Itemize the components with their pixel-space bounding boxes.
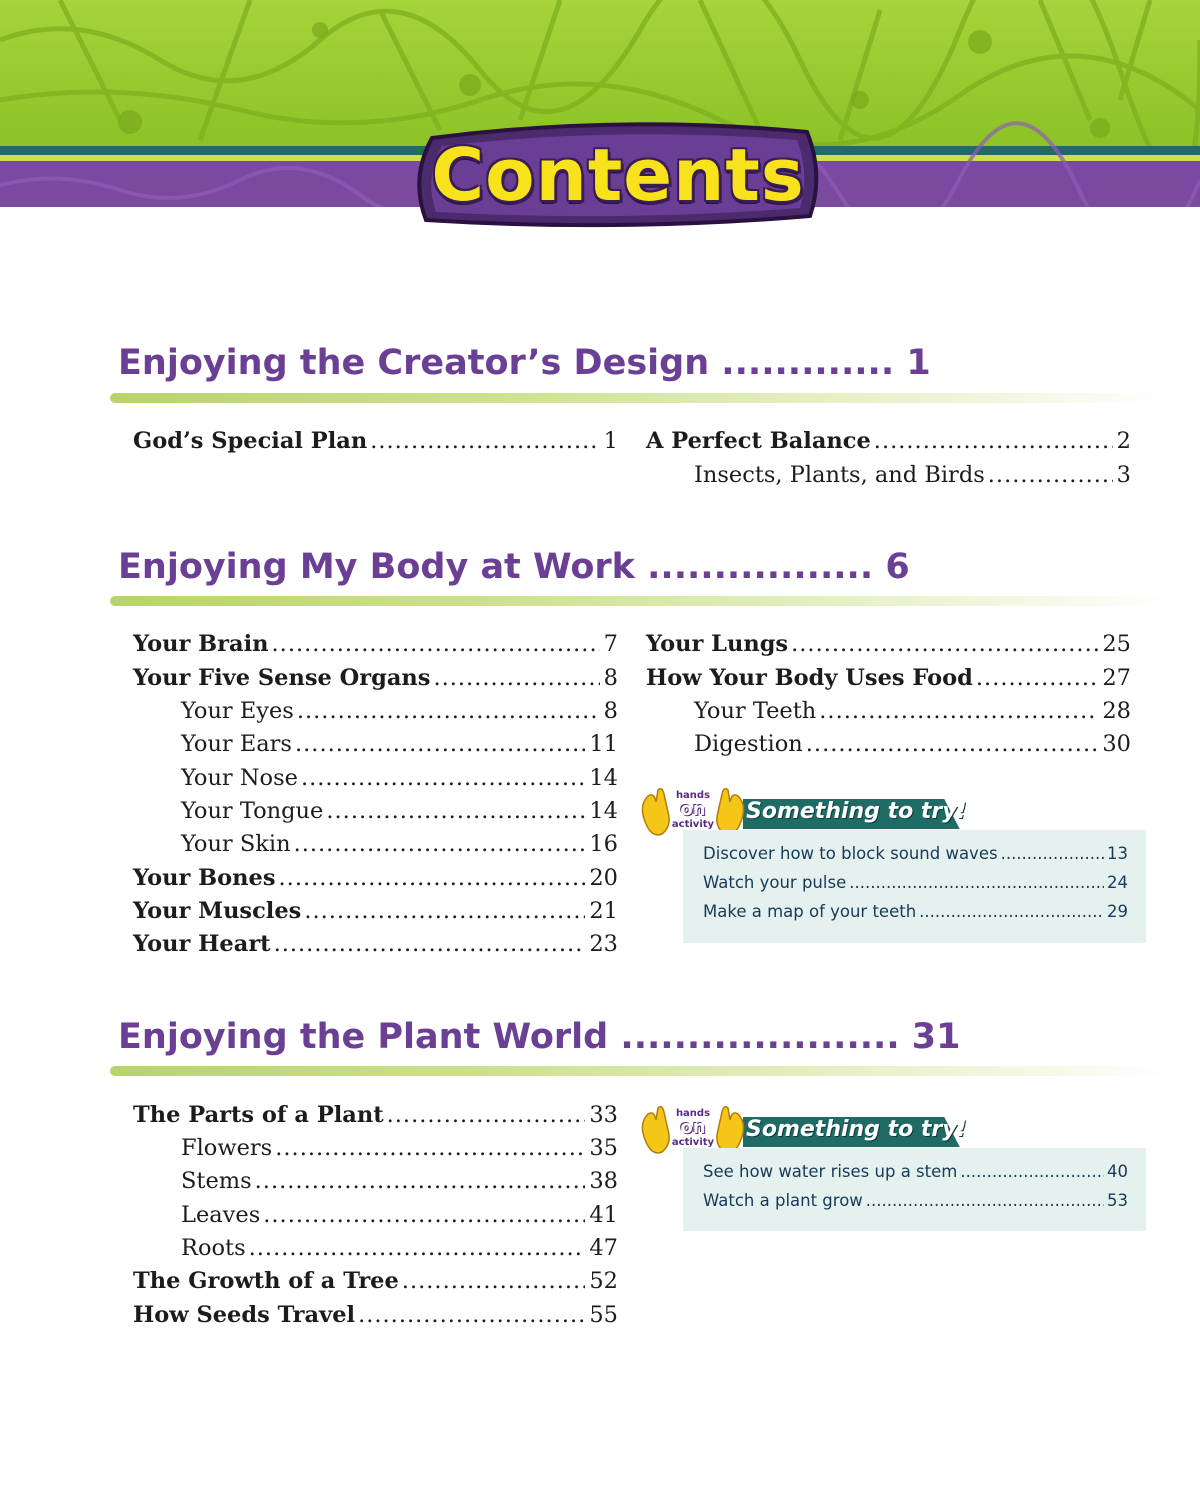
activity-entry[interactable] bbox=[703, 1160, 1128, 1184]
toc-entry[interactable] bbox=[133, 929, 618, 959]
toc-entry[interactable] bbox=[181, 729, 618, 759]
toc-entry-page: 33 bbox=[589, 1102, 618, 1128]
toc-entry-label: Your Muscles bbox=[133, 898, 302, 924]
toc-entry-page: 27 bbox=[1102, 665, 1131, 691]
leader-dots bbox=[1001, 842, 1104, 866]
activity-entry[interactable] bbox=[703, 1189, 1128, 1213]
toc-entry-label: The Growth of a Tree bbox=[133, 1268, 399, 1294]
toc-entry-page: 41 bbox=[589, 1202, 618, 1228]
section-divider bbox=[110, 393, 1170, 403]
toc-entry[interactable] bbox=[181, 829, 618, 859]
leader-dots bbox=[806, 729, 1099, 759]
toc-entry[interactable] bbox=[646, 663, 1131, 693]
section-divider bbox=[110, 596, 1170, 606]
leader-dots bbox=[301, 763, 585, 793]
leader-dots bbox=[263, 1200, 585, 1230]
toc-entry-page: 8 bbox=[603, 665, 618, 691]
title-badge bbox=[412, 120, 824, 230]
toc-entry[interactable] bbox=[646, 629, 1131, 659]
leader-dots bbox=[358, 1300, 585, 1330]
badge-bottom-text: activity bbox=[671, 819, 715, 830]
toc-entry[interactable] bbox=[133, 1266, 618, 1296]
badge-top-text: hands bbox=[675, 790, 711, 801]
toc-entry-label: Your Teeth bbox=[694, 698, 817, 724]
leader-dots bbox=[304, 896, 585, 926]
toc-entry[interactable] bbox=[181, 1233, 618, 1263]
toc-entry-label: Your Nose bbox=[181, 765, 298, 791]
toc-entry-label: Your Heart bbox=[133, 931, 271, 957]
toc-entry-page: 1 bbox=[603, 428, 618, 454]
section-divider bbox=[110, 1066, 1170, 1076]
toc-entry[interactable] bbox=[181, 796, 618, 826]
toc-entry[interactable] bbox=[133, 629, 618, 659]
toc-entry-label: The Parts of a Plant bbox=[133, 1102, 384, 1128]
toc-entry[interactable] bbox=[694, 696, 1131, 726]
leader-dots bbox=[988, 460, 1113, 490]
toc-entry[interactable] bbox=[181, 1200, 618, 1230]
section-title-body-at-work: Enjoying My Body at Work ................. 6 bbox=[118, 547, 910, 587]
toc-entry-page: 52 bbox=[589, 1268, 618, 1294]
toc-entry-page: 11 bbox=[589, 731, 618, 757]
toc-entry[interactable] bbox=[133, 1100, 618, 1130]
toc-entry-page: 20 bbox=[589, 865, 618, 891]
toc-entry-label: God’s Special Plan bbox=[133, 428, 368, 454]
toc-entry-page: 30 bbox=[1102, 731, 1131, 757]
toc-entry-label: A Perfect Balance bbox=[646, 428, 871, 454]
leader-dots bbox=[874, 426, 1113, 456]
leader-dots bbox=[294, 829, 586, 859]
leader-dots bbox=[387, 1100, 586, 1130]
header-banner bbox=[0, 0, 1200, 217]
activity-heading: Something to try! bbox=[746, 799, 967, 824]
section-title-plant-world: Enjoying the Plant World ..................... 31 bbox=[118, 1017, 961, 1057]
toc-entry-label: Your Tongue bbox=[181, 798, 324, 824]
badge-mid-text: on bbox=[680, 799, 706, 820]
leader-dots bbox=[274, 929, 586, 959]
toc-entry-page: 38 bbox=[589, 1168, 618, 1194]
leader-dots bbox=[255, 1166, 586, 1196]
toc-entry-label: Your Eyes bbox=[181, 698, 294, 724]
leader-dots bbox=[272, 629, 600, 659]
toc-entry-label: Your Ears bbox=[181, 731, 292, 757]
leader-dots bbox=[433, 663, 599, 693]
badge-mid-text: on bbox=[680, 1117, 706, 1138]
toc-entry-label: Digestion bbox=[694, 731, 803, 757]
toc-entry-page: 8 bbox=[603, 698, 618, 724]
toc-entry[interactable] bbox=[694, 729, 1131, 759]
toc-entry-page: 16 bbox=[589, 831, 618, 857]
leader-dots bbox=[370, 426, 599, 456]
leader-dots bbox=[919, 900, 1104, 924]
activity-entry-label: Make a map of your teeth bbox=[703, 902, 917, 921]
activity-entry-label: Watch your pulse bbox=[703, 873, 847, 892]
toc-entry-label: Roots bbox=[181, 1235, 246, 1261]
toc-entry-page: 23 bbox=[589, 931, 618, 957]
activity-entry-page: 53 bbox=[1107, 1191, 1128, 1210]
activity-entry-page: 40 bbox=[1107, 1162, 1128, 1181]
toc-entry[interactable] bbox=[133, 1300, 618, 1330]
toc-entry-label: Insects, Plants, and Birds bbox=[694, 462, 985, 488]
leader-dots bbox=[297, 696, 600, 726]
activity-entry[interactable] bbox=[703, 842, 1128, 866]
page-title: Contents bbox=[431, 133, 805, 217]
badge-top-text: hands bbox=[675, 1108, 711, 1119]
leader-dots bbox=[295, 729, 585, 759]
toc-entry-page: 47 bbox=[589, 1235, 618, 1261]
toc-entry-label: Leaves bbox=[181, 1202, 261, 1228]
toc-entry-page: 35 bbox=[589, 1135, 618, 1161]
toc-entry-label: How Seeds Travel bbox=[133, 1302, 356, 1328]
toc-entry-page: 7 bbox=[603, 631, 618, 657]
toc-entry-label: Flowers bbox=[181, 1135, 273, 1161]
activity-entry[interactable] bbox=[703, 871, 1128, 895]
leader-dots bbox=[819, 696, 1098, 726]
leader-dots bbox=[326, 796, 585, 826]
toc-entry[interactable] bbox=[181, 1166, 618, 1196]
activity-entry-page: 13 bbox=[1107, 844, 1128, 863]
toc-entry[interactable] bbox=[181, 696, 618, 726]
leader-dots bbox=[866, 1189, 1104, 1213]
toc-entry-page: 55 bbox=[589, 1302, 618, 1328]
toc-entry[interactable] bbox=[646, 426, 1131, 456]
leader-dots bbox=[402, 1266, 586, 1296]
toc-entry-label: Your Lungs bbox=[646, 631, 789, 657]
toc-entry[interactable] bbox=[133, 863, 618, 893]
toc-entry-page: 28 bbox=[1102, 698, 1131, 724]
section-title-creators-design: Enjoying the Creator’s Design ............. 1 bbox=[118, 343, 931, 383]
toc-entry-label: Your Brain bbox=[133, 631, 269, 657]
activity-entry-label: See how water rises up a stem bbox=[703, 1162, 958, 1181]
activity-heading: Something to try! bbox=[746, 1117, 967, 1142]
leader-dots bbox=[849, 871, 1104, 895]
toc-entry-label: How Your Body Uses Food bbox=[646, 665, 973, 691]
toc-entry[interactable] bbox=[133, 663, 618, 693]
activity-entry[interactable] bbox=[703, 900, 1128, 924]
toc-entry[interactable] bbox=[133, 426, 618, 456]
toc-entry[interactable] bbox=[133, 896, 618, 926]
toc-entry[interactable] bbox=[181, 1133, 618, 1163]
badge-bottom-text: activity bbox=[671, 1137, 715, 1148]
activity-entry-label: Watch a plant grow bbox=[703, 1191, 863, 1210]
activity-entry-page: 24 bbox=[1107, 873, 1128, 892]
toc-entry-label: Stems bbox=[181, 1168, 252, 1194]
toc-entry[interactable] bbox=[181, 763, 618, 793]
activity-entry-label: Discover how to block sound waves bbox=[703, 844, 998, 863]
toc-entry-page: 21 bbox=[589, 898, 618, 924]
toc-entry-page: 3 bbox=[1116, 462, 1131, 488]
leader-dots bbox=[791, 629, 1098, 659]
leader-dots bbox=[960, 1160, 1104, 1184]
activity-entry-page: 29 bbox=[1107, 902, 1128, 921]
toc-entry-label: Your Bones bbox=[133, 865, 276, 891]
toc-entry-page: 14 bbox=[589, 765, 618, 791]
toc-entry-page: 14 bbox=[589, 798, 618, 824]
leader-dots bbox=[279, 863, 586, 893]
toc-entry-page: 25 bbox=[1102, 631, 1131, 657]
leader-dots bbox=[275, 1133, 585, 1163]
toc-entry-page: 2 bbox=[1116, 428, 1131, 454]
toc-entry-label: Your Five Sense Organs bbox=[133, 665, 431, 691]
leader-dots bbox=[976, 663, 1098, 693]
leader-dots bbox=[249, 1233, 586, 1263]
toc-entry-label: Your Skin bbox=[181, 831, 291, 857]
toc-entry[interactable] bbox=[694, 460, 1131, 490]
